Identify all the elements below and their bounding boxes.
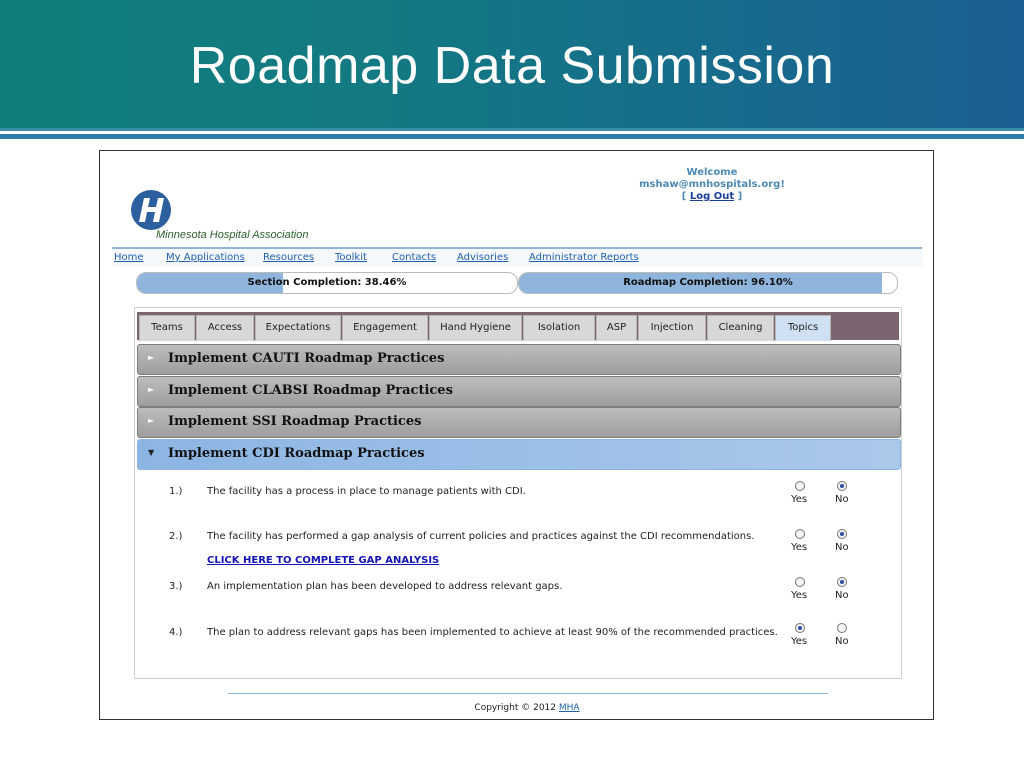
q4-yes-radio[interactable] (795, 623, 805, 633)
web-page (112, 155, 922, 719)
q1-yes-label: Yes (791, 494, 808, 505)
tab-bar (137, 312, 899, 340)
question-4-text: The plan to address relevant gaps has been implemented to achieve at least 90% of the recommended practices. (207, 627, 778, 638)
footer-divider (228, 693, 828, 694)
q4-no-radio[interactable] (837, 623, 847, 633)
question-2-text: The facility has performed a gap analysis of current policies and practices against the CDI recommendations. (207, 531, 755, 542)
q2-no-radio[interactable] (837, 529, 847, 539)
slide-header (0, 0, 1024, 128)
nav-resources[interactable]: Resources (263, 252, 315, 263)
nav-my-applications[interactable]: My Applications (166, 252, 245, 263)
chevron-right-icon: ► (148, 385, 155, 394)
accordion-clabsi[interactable] (137, 376, 901, 407)
tab-cleaning[interactable]: Cleaning (707, 315, 774, 341)
nav-contacts[interactable]: Contacts (392, 252, 437, 263)
q3-yes-radio[interactable] (795, 577, 805, 587)
tab-topics[interactable]: Topics (775, 315, 831, 341)
mha-logo-icon (130, 189, 172, 231)
copyright (402, 703, 652, 713)
chevron-right-icon: ► (148, 416, 155, 425)
header-divider-thick (0, 134, 1024, 139)
mha-link[interactable]: MHA (558, 703, 580, 713)
chevron-down-icon: ▼ (148, 448, 155, 457)
roadmap-panel (134, 307, 902, 679)
gap-analysis-link[interactable]: CLICK HERE TO COMPLETE GAP ANALYSIS (207, 555, 440, 566)
roadmap-completion-bar (518, 272, 898, 294)
q4-no-label: No (835, 636, 849, 647)
question-4-number: 4.) (169, 627, 183, 638)
nav-home[interactable]: Home (114, 252, 144, 263)
accordion-clabsi-label: Implement CLABSI Roadmap Practices (168, 383, 453, 398)
q2-yes-label: Yes (791, 542, 808, 553)
tab-asp[interactable]: ASP (596, 315, 637, 341)
main-nav (112, 247, 922, 267)
accordion-cdi-label: Implement CDI Roadmap Practices (168, 446, 425, 461)
q4-yes-label: Yes (791, 636, 808, 647)
question-1-number: 1.) (169, 486, 183, 497)
accordion-ssi-label: Implement SSI Roadmap Practices (168, 414, 422, 429)
nav-administrator-reports[interactable]: Administrator Reports (529, 252, 639, 263)
org-name: Minnesota Hospital Association (156, 229, 309, 241)
accordion-cauti[interactable] (137, 344, 901, 375)
header-divider (0, 128, 1024, 131)
nav-toolkit[interactable]: Toolkit (335, 252, 367, 263)
screenshot-frame (99, 150, 934, 720)
section-completion-label: Section Completion: 38.46% (247, 277, 407, 288)
chevron-right-icon: ► (148, 353, 155, 362)
slide-title: Roadmap Data Submission (189, 37, 835, 95)
tab-access[interactable]: Access (196, 315, 254, 341)
question-3-number: 3.) (169, 581, 183, 592)
q1-yes-radio[interactable] (795, 481, 805, 491)
tab-hand-hygiene[interactable]: Hand Hygiene (429, 315, 522, 341)
nav-advisories[interactable]: Advisories (457, 252, 509, 263)
accordion-cdi[interactable] (137, 439, 901, 470)
question-1-text: The facility has a process in place to manage patients with CDI. (207, 486, 526, 497)
logout-bracket-open: [ (681, 191, 687, 202)
welcome-box (612, 167, 812, 203)
logout-bracket-close: ] (737, 191, 743, 202)
q3-no-label: No (835, 590, 849, 601)
logout-row (612, 191, 812, 203)
q1-no-radio[interactable] (837, 481, 847, 491)
question-2-number: 2.) (169, 531, 183, 542)
section-completion-bar (136, 272, 518, 294)
tab-expectations[interactable]: Expectations (255, 315, 341, 341)
q3-yes-label: Yes (791, 590, 808, 601)
q1-no-label: No (835, 494, 849, 505)
q3-no-radio[interactable] (837, 577, 847, 587)
tab-teams[interactable]: Teams (139, 315, 195, 341)
accordion-ssi[interactable] (137, 407, 901, 438)
accordion-cauti-label: Implement CAUTI Roadmap Practices (168, 351, 445, 366)
tab-isolation[interactable]: Isolation (523, 315, 595, 341)
q2-no-label: No (835, 542, 849, 553)
tab-engagement[interactable]: Engagement (342, 315, 428, 341)
logout-link[interactable]: Log Out (689, 191, 735, 202)
question-3-text: An implementation plan has been developed to address relevant gaps. (207, 581, 563, 592)
tab-injection[interactable]: Injection (638, 315, 706, 341)
copyright-text: Copyright © 2012 (474, 703, 557, 713)
roadmap-completion-label: Roadmap Completion: 96.10% (623, 277, 793, 288)
q2-yes-radio[interactable] (795, 529, 805, 539)
welcome-text: Welcome mshaw@mnhospitals.org! (639, 167, 785, 190)
